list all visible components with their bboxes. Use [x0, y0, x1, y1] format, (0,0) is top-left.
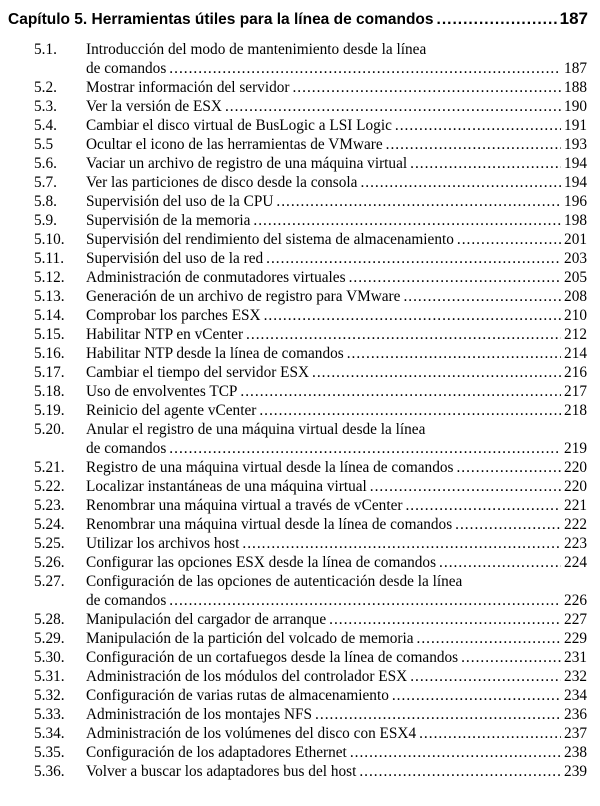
leader-dots [315, 705, 561, 724]
entry-title: Ver la versión de ESX [86, 98, 222, 115]
toc-entries [0, 40, 600, 781]
entry-number: 5.8. [34, 193, 57, 210]
entry-line [86, 287, 587, 306]
entry-body [86, 173, 587, 192]
leader-dots [246, 325, 561, 344]
entry-page-number: 224 [564, 554, 587, 571]
leader-dots [419, 724, 561, 743]
entry-page-number: 193 [564, 136, 587, 153]
entry-line [86, 458, 587, 477]
entry-number: 5.9. [34, 212, 57, 229]
entry-number: 5.22. [34, 478, 65, 495]
toc-entry [0, 496, 600, 515]
entry-body [86, 268, 587, 287]
entry-page-number: 236 [564, 706, 587, 723]
entry-number: 5.32. [34, 687, 65, 704]
toc-entry [0, 705, 600, 724]
entry-page-number: 222 [564, 516, 587, 533]
entry-number: 5.12. [34, 269, 65, 286]
entry-number: 5.1. [34, 41, 57, 58]
leader-dots [259, 401, 561, 420]
entry-line [86, 496, 587, 515]
entry-body [86, 534, 587, 553]
entry-title: Configuración de varias rutas de almacenamiento [86, 687, 389, 704]
entry-page-number: 234 [564, 687, 587, 704]
entry-page-number: 194 [564, 155, 587, 172]
entry-title-first-line: Introducción del modo de mantenimiento desde la línea [86, 41, 427, 58]
toc-entry [0, 382, 600, 401]
toc-entry [0, 724, 600, 743]
entry-page-number: 198 [564, 212, 587, 229]
entry-body [86, 211, 587, 230]
toc-entry [0, 287, 600, 306]
entry-page-number: 191 [564, 117, 587, 134]
toc-entry [0, 135, 600, 154]
entry-line [86, 553, 587, 572]
leader-dots [410, 667, 561, 686]
entry-body [86, 97, 587, 116]
entry-page-number: 226 [564, 592, 587, 609]
entry-page-number: 208 [564, 288, 587, 305]
toc-entry [0, 192, 600, 211]
leader-dots [386, 135, 561, 154]
entry-title: Ocultar el icono de las herramientas de VMware [86, 136, 383, 153]
entry-line [86, 743, 587, 762]
entry-line [86, 173, 587, 192]
entry-page-number: 212 [564, 326, 587, 343]
toc-entry [0, 686, 600, 705]
entry-body [86, 705, 587, 724]
leader-dots [410, 154, 561, 173]
entry-title: Cambiar el tiempo del servidor ESX [86, 364, 310, 381]
chapter-heading [8, 8, 588, 31]
entry-body [86, 667, 587, 686]
entry-body [86, 477, 587, 496]
toc-entry [0, 477, 600, 496]
entry-number: 5.10. [34, 231, 65, 248]
entry-body [86, 135, 587, 154]
entry-title: Comprobar los parches ESX [86, 307, 261, 324]
entry-page-number: 217 [564, 383, 587, 400]
entry-title: Generación de un archivo de registro para VMware [86, 288, 401, 305]
entry-title: Supervisión del uso de la CPU [86, 193, 274, 210]
entry-body [86, 572, 587, 610]
entry-page-number: 196 [564, 193, 587, 210]
toc-entry [0, 306, 600, 325]
entry-title: Supervisión del rendimiento del sistema de almacenamiento [86, 231, 454, 248]
leader-dots [403, 287, 561, 306]
toc-entry [0, 97, 600, 116]
entry-title: Volver a buscar los adaptadores bus del host [86, 763, 357, 780]
leader-dots [253, 211, 561, 230]
entry-number: 5.7. [34, 174, 57, 191]
chapter-title: Capítulo 5. Herramientas útiles para la línea de comandos [8, 11, 434, 28]
entry-title: Habilitar NTP desde la línea de comandos [86, 345, 344, 362]
entry-body [86, 306, 587, 325]
leader-dots [169, 439, 561, 458]
entry-title: Manipulación de la partición del volcado de memoria [86, 630, 414, 647]
entry-body [86, 382, 587, 401]
leader-dots [392, 686, 561, 705]
entry-line [86, 344, 587, 363]
entry-line [86, 230, 587, 249]
entry-body [86, 40, 587, 78]
entry-line [86, 686, 587, 705]
entry-body [86, 762, 587, 781]
toc-entry [0, 667, 600, 686]
entry-page-number: 220 [564, 478, 587, 495]
entry-page-number: 220 [564, 459, 587, 476]
entry-body [86, 287, 587, 306]
entry-number: 5.2. [34, 79, 57, 96]
entry-number: 5.29. [34, 630, 65, 647]
leader-dots [312, 363, 561, 382]
entry-number: 5.17. [34, 364, 65, 381]
entry-title: Uso de envolventes TCP [86, 383, 238, 400]
entry-body [86, 154, 587, 173]
leader-dots [455, 515, 561, 534]
entry-title: de comandos [86, 592, 167, 609]
entry-line [86, 401, 587, 420]
entry-number: 5.15. [34, 326, 65, 343]
entry-number: 5.23. [34, 497, 65, 514]
entry-line [86, 534, 587, 553]
toc-entry [0, 363, 600, 382]
entry-line [86, 59, 587, 78]
entry-page-number: 214 [564, 345, 587, 362]
entry-title: Supervisión de la memoria [86, 212, 251, 229]
toc-entry [0, 78, 600, 97]
toc-entry [0, 762, 600, 781]
entry-number: 5.27. [34, 573, 65, 590]
entry-line [86, 591, 587, 610]
entry-title: Configurar las opciones ESX desde la línea de comandos [86, 554, 437, 571]
entry-body [86, 420, 587, 458]
entry-page-number: 201 [564, 231, 587, 248]
chapter-page-number: 187 [559, 9, 588, 28]
entry-line [86, 268, 587, 287]
leader-dots [370, 477, 561, 496]
leader-dots [350, 743, 561, 762]
entry-number: 5.24. [34, 516, 65, 533]
entry-title: Renombrar una máquina virtual a través de vCenter [86, 497, 403, 514]
entry-title: Reinicio del agente vCenter [86, 402, 257, 419]
leader-dots [395, 116, 561, 135]
leader-dots [439, 553, 561, 572]
entry-body [86, 743, 587, 762]
entry-number: 5.19. [34, 402, 65, 419]
entry-line [86, 515, 587, 534]
entry-number: 5.18. [34, 383, 65, 400]
entry-line [86, 249, 587, 268]
leader-dots [456, 458, 561, 477]
entry-line [86, 762, 587, 781]
entry-line [86, 667, 587, 686]
leader-dots [417, 629, 562, 648]
entry-page-number: 232 [564, 668, 587, 685]
toc-entry [0, 249, 600, 268]
entry-page-number: 190 [564, 98, 587, 115]
entry-line [86, 724, 587, 743]
toc-entry [0, 325, 600, 344]
entry-line [86, 382, 587, 401]
entry-page-number: 237 [564, 725, 587, 742]
entry-line [86, 97, 587, 116]
toc-entry [0, 515, 600, 534]
entry-title: Habilitar NTP en vCenter [86, 326, 244, 343]
entry-line [86, 705, 587, 724]
entry-body [86, 610, 587, 629]
entry-line [86, 135, 587, 154]
entry-line [86, 192, 587, 211]
leader-dots [359, 762, 561, 781]
entry-title: Configuración de un cortafuegos desde la línea de comandos [86, 649, 459, 666]
entry-page-number: 216 [564, 364, 587, 381]
toc-entry [0, 534, 600, 553]
entry-number: 5.34. [34, 725, 65, 742]
entry-page-number: 210 [564, 307, 587, 324]
leader-dots [360, 173, 561, 192]
entry-line [86, 439, 587, 458]
entry-number: 5.6. [34, 155, 57, 172]
entry-number: 5.20. [34, 421, 65, 438]
entry-title: de comandos [86, 440, 167, 457]
toc-entry [0, 458, 600, 477]
entry-body [86, 515, 587, 534]
entry-body [86, 648, 587, 667]
entry-line [86, 477, 587, 496]
leader-dots [329, 610, 561, 629]
entry-page-number: 218 [564, 402, 587, 419]
entry-body [86, 344, 587, 363]
toc-entry [0, 173, 600, 192]
entry-line [86, 154, 587, 173]
leader-dots [437, 9, 557, 31]
leader-dots [225, 97, 561, 116]
entry-title: Administración de los volúmenes del disco con ESX4 [86, 725, 417, 742]
entry-number: 5.26. [34, 554, 65, 571]
entry-number: 5.14. [34, 307, 65, 324]
leader-dots [169, 591, 561, 610]
toc-entry [0, 553, 600, 572]
entry-title: Supervisión del uso de la red [86, 250, 264, 267]
entry-body [86, 78, 587, 97]
entry-title: Utilizar los archivos host [86, 535, 240, 552]
entry-number: 5.36. [34, 763, 65, 780]
entry-body [86, 116, 587, 135]
entry-page-number: 219 [564, 440, 587, 457]
entry-page-number: 223 [564, 535, 587, 552]
entry-number: 5.5 [34, 136, 54, 153]
leader-dots [292, 78, 561, 97]
leader-dots [242, 534, 561, 553]
toc-entry [0, 401, 600, 420]
entry-title-first-line: Configuración de las opciones de autenticación desde la línea [86, 573, 463, 590]
entry-number: 5.3. [34, 98, 57, 115]
entry-number: 5.28. [34, 611, 65, 628]
entry-line [86, 325, 587, 344]
entry-body [86, 496, 587, 515]
entry-line [86, 306, 587, 325]
entry-body [86, 192, 587, 211]
entry-line [86, 629, 587, 648]
entry-body [86, 325, 587, 344]
entry-body [86, 230, 587, 249]
entry-page-number: 205 [564, 269, 587, 286]
entry-line [86, 78, 587, 97]
leader-dots [276, 192, 561, 211]
entry-line [86, 116, 587, 135]
entry-title: de comandos [86, 60, 167, 77]
toc-entry [0, 743, 600, 762]
toc-entry [0, 116, 600, 135]
entry-line [86, 211, 587, 230]
leader-dots [240, 382, 561, 401]
entry-line [86, 363, 587, 382]
leader-dots [347, 344, 561, 363]
entry-number: 5.31. [34, 668, 65, 685]
entry-title: Vaciar un archivo de registro de una máquina virtual [86, 155, 408, 172]
toc-entry [0, 420, 600, 458]
entry-title: Cambiar el disco virtual de BusLogic a LSI Logic [86, 117, 392, 134]
entry-page-number: 187 [564, 60, 587, 77]
entry-body [86, 724, 587, 743]
entry-title: Administración de los módulos del controlador ESX [86, 668, 408, 685]
entry-number: 5.35. [34, 744, 65, 761]
entry-page-number: 229 [564, 630, 587, 647]
entry-number: 5.4. [34, 117, 57, 134]
entry-title: Renombrar una máquina virtual desde la línea de comandos [86, 516, 453, 533]
leader-dots [266, 249, 561, 268]
leader-dots [349, 268, 561, 287]
entry-body [86, 553, 587, 572]
leader-dots [461, 648, 561, 667]
entry-title: Administración de conmutadores virtuales [86, 269, 346, 286]
toc-entry [0, 648, 600, 667]
entry-number: 5.33. [34, 706, 65, 723]
toc-entry [0, 40, 600, 78]
entry-number: 5.16. [34, 345, 65, 362]
entry-title: Configuración de los adaptadores Ethernet [86, 744, 347, 761]
entry-body [86, 249, 587, 268]
entry-page-number: 221 [564, 497, 587, 514]
entry-title: Mostrar información del servidor [86, 79, 290, 96]
entry-body [86, 401, 587, 420]
entry-title: Administración de los montajes NFS [86, 706, 313, 723]
entry-body [86, 458, 587, 477]
toc-entry [0, 572, 600, 610]
entry-page-number: 239 [564, 763, 587, 780]
entry-title-first-line: Anular el registro de una máquina virtual desde la línea [86, 421, 426, 438]
entry-page-number: 227 [564, 611, 587, 628]
leader-dots [457, 230, 561, 249]
entry-number: 5.30. [34, 649, 65, 666]
entry-number: 5.13. [34, 288, 65, 305]
entry-line [86, 610, 587, 629]
entry-page-number: 231 [564, 649, 587, 666]
entry-number: 5.25. [34, 535, 65, 552]
entry-title: Manipulación del cargador de arranque [86, 611, 327, 628]
entry-number: 5.11. [34, 250, 65, 267]
toc-entry [0, 629, 600, 648]
leader-dots [169, 59, 561, 78]
entry-title: Localizar instantáneas de una máquina virtual [86, 478, 367, 495]
toc-entry [0, 154, 600, 173]
entry-page-number: 238 [564, 744, 587, 761]
toc-entry [0, 344, 600, 363]
leader-dots [405, 496, 561, 515]
entry-page-number: 188 [564, 79, 587, 96]
entry-body [86, 363, 587, 382]
leader-dots [264, 306, 561, 325]
entry-title: Registro de una máquina virtual desde la línea de comandos [86, 459, 454, 476]
entry-line [86, 648, 587, 667]
entry-number: 5.21. [34, 459, 65, 476]
entry-body [86, 629, 587, 648]
toc-entry [0, 230, 600, 249]
toc-entry [0, 211, 600, 230]
entry-page-number: 194 [564, 174, 587, 191]
toc-entry [0, 610, 600, 629]
toc-entry [0, 268, 600, 287]
entry-body [86, 686, 587, 705]
entry-title: Ver las particiones de disco desde la consola [86, 174, 358, 191]
entry-page-number: 203 [564, 250, 587, 267]
